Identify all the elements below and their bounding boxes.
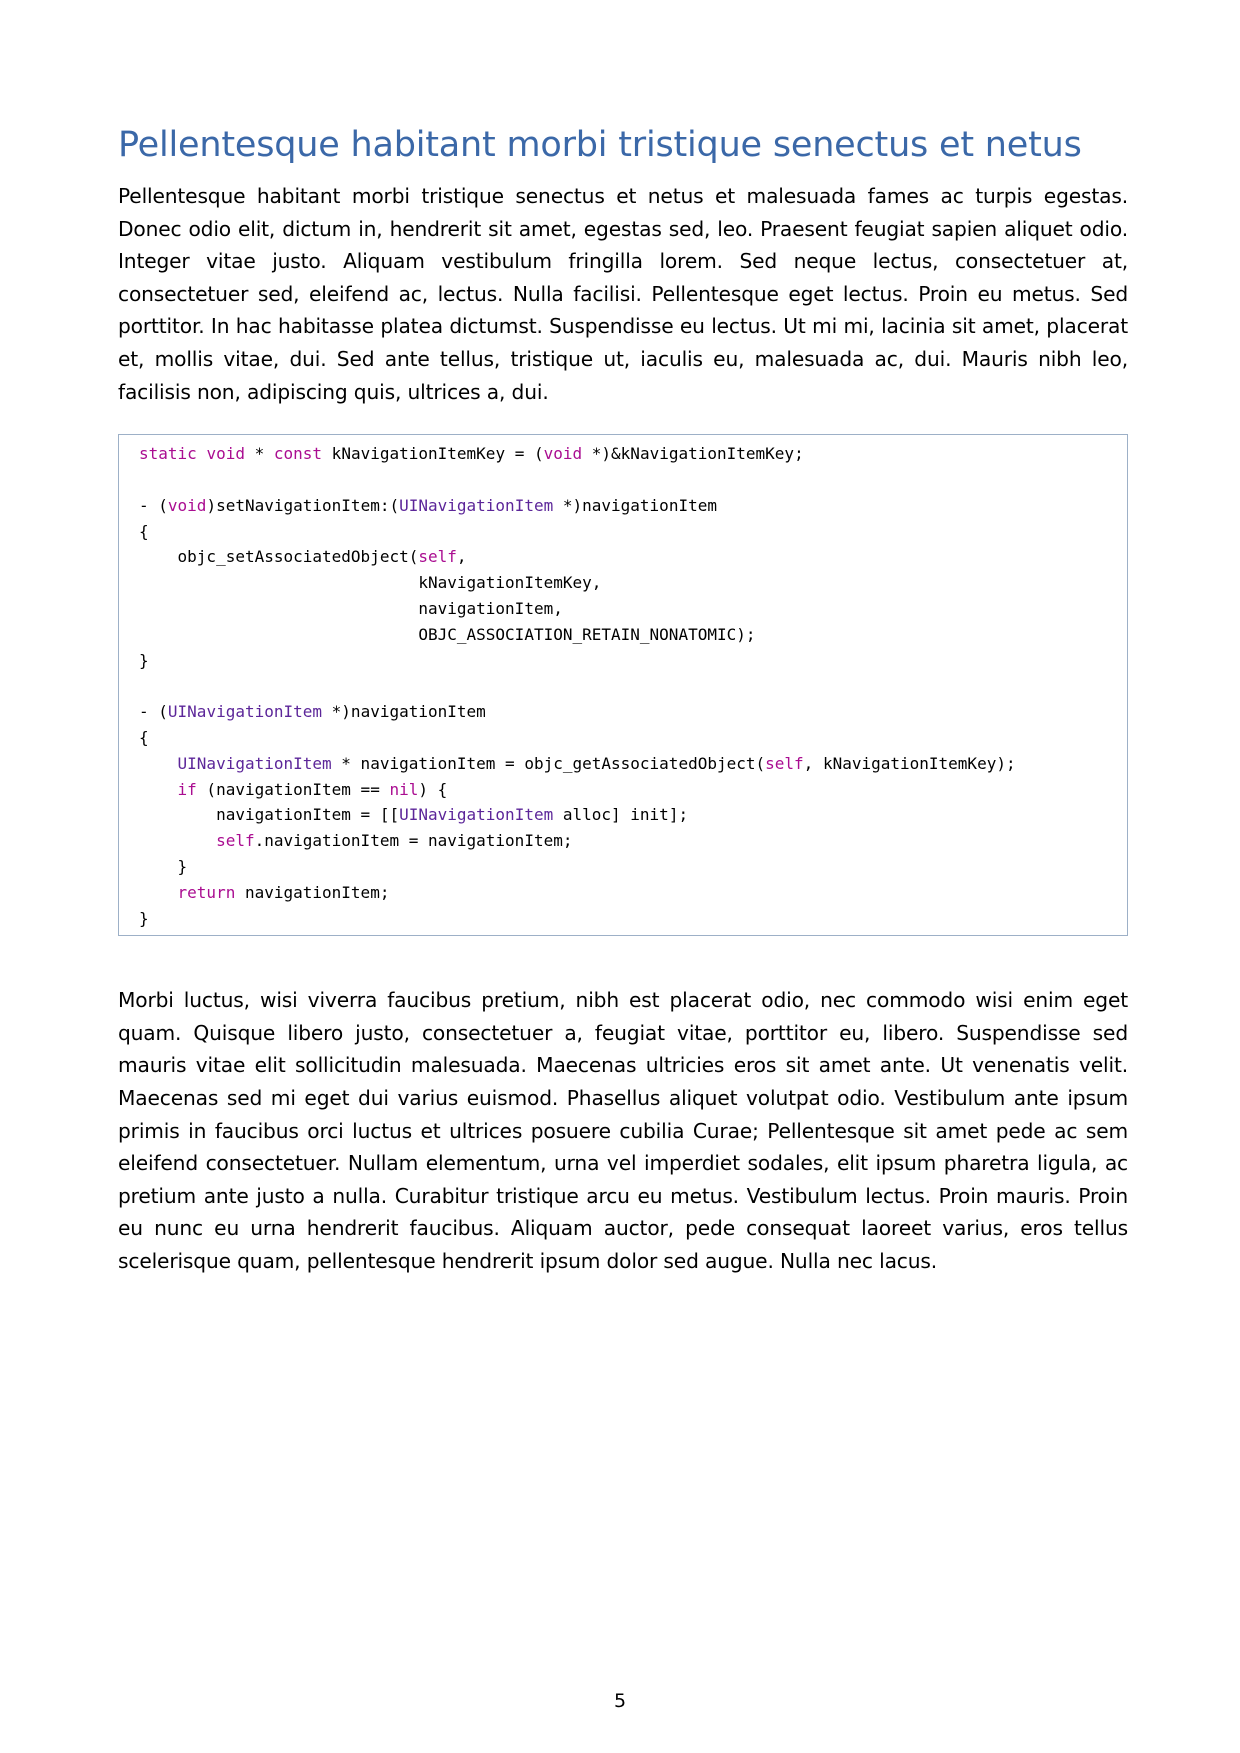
code-line [139,725,1127,751]
code-text: )setNavigationItem:( [206,495,400,515]
code-text: - ( [139,495,168,515]
code-text: * navigationItem = objc_getAssociatedObject( [331,753,766,773]
code-keyword: nil [389,779,419,799]
code-text: kNavigationItemKey = ( [322,444,544,464]
body-paragraph-2: Morbi luctus, wisi viverra faucibus pretium, nibh est placerat odio, nec commodo wisi enim eget quam. Quisque libero justo, consectetuer a, feugiat vitae, porttitor eu, libero. Suspendisse sed mauris vitae elit sollicitudin malesuada. Maecenas ultricies eros sit amet ante. Ut venenatis velit. Maecenas sed mi eget dui varius euismod. Phasellus aliquet volutpat odio. Vestibulum ante ipsum primis in faucibus orci luctus et ultrices posuere cubilia Curae; Pellentesque sit amet pede ac sem eleifend consectetuer. Nullam elementum, urna vel imperdiet sodales, elit ipsum pharetra ligula, ac pretium ante justo a nulla. Curabitur tristique arcu eu metus. Vestibulum lectus. Proin mauris. Proin eu nunc eu urna hendrerit faucibus. Aliquam auctor, pede consequat laoreet varius, eros tellus scelerisque quam, pellentesque hendrerit ipsum dolor sed augue. Nulla nec lacus. [118,988,1128,1274]
code-text: navigationItem; [235,882,390,902]
code-text: } [139,650,149,670]
code-keyword: const [273,444,323,464]
code-lines [139,441,1127,931]
code-text: navigationItem, [139,598,563,618]
code-type: UINavigationItem [399,495,554,515]
code-line [139,493,1127,519]
section-heading: Pellentesque habitant morbi tristique senectus et netus [118,125,1082,165]
code-text: (navigationItem == [196,779,390,799]
code-line [139,570,1127,596]
body-paragraph-1: Pellentesque habitant morbi tristique senectus et netus et malesuada fames ac turpis egestas. Donec odio elit, dictum in, hendrerit sit amet, egestas sed, leo. Praesent feugiat sapien aliquet odio. Integer vitae justo. Aliquam vestibulum fringilla lorem. Sed neque lectus, consectetuer at, consectetuer sed, eleifend ac, lectus. Nulla facilisi. Pellentesque eget lectus. Proin eu metus. Sed porttitor. In hac habitasse platea dictumst. Suspendisse eu lectus. Ut mi mi, lacinia sit amet, placerat et, mollis vitae, dui. Sed ante tellus, tristique ut, iaculis eu, malesuada ac, dui. Mauris nibh leo, facilisis non, adipiscing quis, ultrices a, dui. [118,184,1128,404]
code-line [139,906,1127,932]
code-type: UINavigationItem [177,753,332,773]
document-page [118,124,1128,1278]
code-text: *)navigationItem [553,495,717,515]
code-text: } [139,856,188,876]
code-keyword: self [216,831,255,851]
code-text: OBJC_ASSOCIATION_RETAIN_NONATOMIC); [139,624,756,644]
code-type: UINavigationItem [399,805,554,825]
code-keyword: if [177,779,197,799]
code-text [139,754,178,773]
code-line [139,648,1127,674]
code-line [139,854,1127,880]
code-line [139,544,1127,570]
code-keyword: void [543,444,583,464]
code-keyword: return [177,882,236,902]
code-text: ) { [418,779,448,799]
code-line [139,596,1127,622]
code-keyword: void [206,444,245,464]
code-text: } [139,908,149,928]
code-listing [118,434,1128,936]
code-line [139,880,1127,906]
code-text: navigationItem = [[ [139,805,400,825]
code-text: objc_setAssociatedObject( [139,547,419,567]
code-line [139,519,1127,545]
code-line [139,673,1127,699]
code-text: , [456,547,467,567]
code-keyword: self [765,753,804,773]
code-text: *)navigationItem [322,702,486,722]
code-text [139,883,178,902]
code-keyword: void [167,495,207,515]
code-text [139,780,178,799]
code-line [139,622,1127,648]
code-line [139,441,1127,467]
code-line [139,777,1127,803]
code-text: kNavigationItemKey, [139,573,602,593]
page-number: 5 [613,1690,627,1712]
code-text [139,831,216,850]
code-text: *)&kNavigationItemKey; [582,444,804,464]
code-text: { [139,521,149,541]
code-line [139,467,1127,493]
code-text: alloc] init]; [553,805,689,825]
code-text: - ( [139,702,168,722]
code-line [139,699,1127,725]
code-text [197,444,207,463]
code-text: { [139,727,149,747]
code-line [139,828,1127,854]
code-text: .navigationItem = navigationItem; [254,831,573,851]
code-keyword: static [139,444,197,464]
code-line [139,802,1127,828]
code-type: UINavigationItem [167,702,323,722]
code-keyword: self [418,547,457,567]
code-line [139,751,1127,777]
code-text: , kNavigationItemKey); [803,753,1016,773]
code-text: * [244,444,274,464]
